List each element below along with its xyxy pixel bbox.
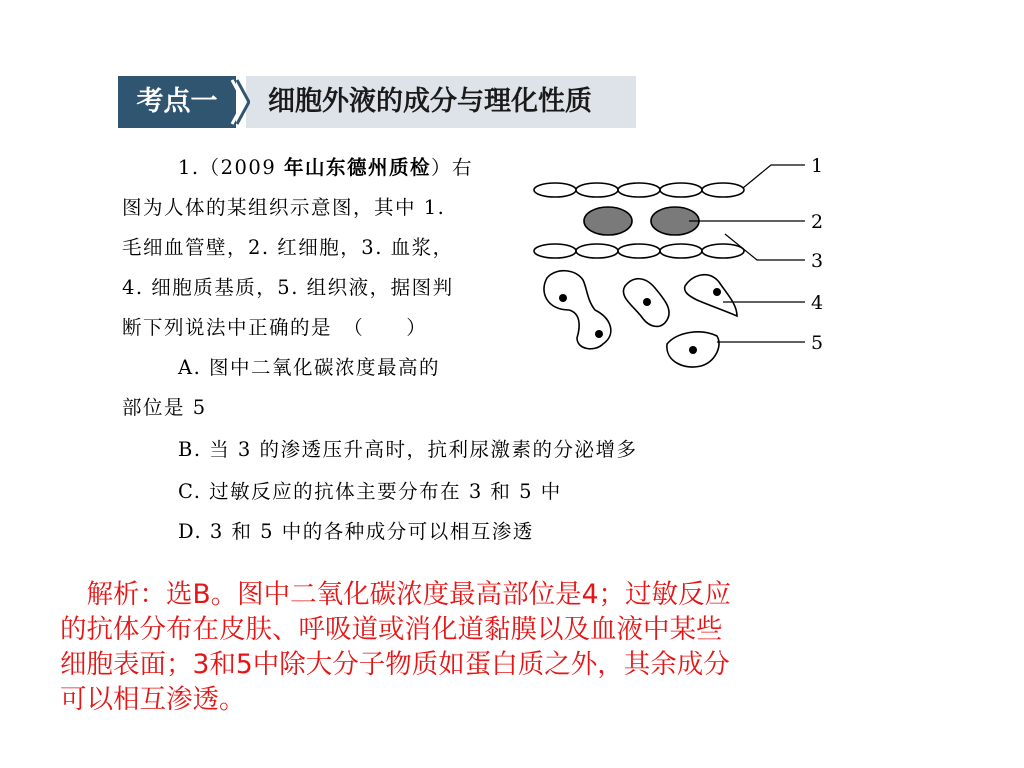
question-line-1-tail: ）右 [430,156,473,179]
question-line-1 [178,156,473,180]
tissue-cells [544,271,737,367]
chevron-right-icon [230,76,250,128]
label-1: 1 [811,155,824,177]
question-line-4: 4. 细胞质基质，5. 组织液，据图判 [122,276,454,299]
answer-explanation [60,577,960,717]
label-2: 2 [811,211,824,233]
option-b: B. 当 3 的渗透压升高时，抗利尿激素的分泌增多 [178,438,638,461]
question-line-3: 毛细血管壁，2. 红细胞，3. 血浆， [122,236,454,259]
diagram-labels [811,155,823,354]
question-number: 1.（2009 [178,156,284,179]
red-blood-cell [584,207,632,235]
answer-line-3: 细胞表面；3和5中除大分子物质如蛋白质之外，其余成分 [60,649,730,680]
section-badge: 考点一 [118,76,236,128]
section-title: 细胞外液的成分与理化性质 [268,86,592,117]
capillary-wall-top [534,183,744,197]
label-5: 5 [811,332,824,354]
answer-line-2: 的抗体分布在皮肤、呼吸道或消化道黏膜以及血液中某些 [60,614,723,645]
red-blood-cells [584,207,699,235]
answer-line-4: 可以相互渗透。 [60,684,246,715]
question-line-2: 图为人体的某组织示意图，其中 1. [122,196,446,219]
section-header [118,76,636,128]
label-3: 3 [811,250,824,272]
question-source: 年山东德州质检 [283,156,431,179]
label-4: 4 [811,292,824,314]
option-c: C. 过敏反应的抗体主要分布在 3 和 5 中 [178,480,562,503]
capillary-wall-bottom [534,244,744,258]
tissue-cell [685,275,737,316]
option-a: A. 图中二氧化碳浓度最高的 [178,356,440,379]
question-line-5: 断下列说法中正确的是 （ ） [122,316,428,339]
option-d: D. 3 和 5 中的各种成分可以相互渗透 [178,520,534,543]
answer-line-1: 解析：选B。图中二氧化碳浓度最高部位是4；过敏反应 [60,579,732,610]
option-a-continued: 部位是 5 [122,396,207,419]
tissue-diagram [525,150,845,375]
